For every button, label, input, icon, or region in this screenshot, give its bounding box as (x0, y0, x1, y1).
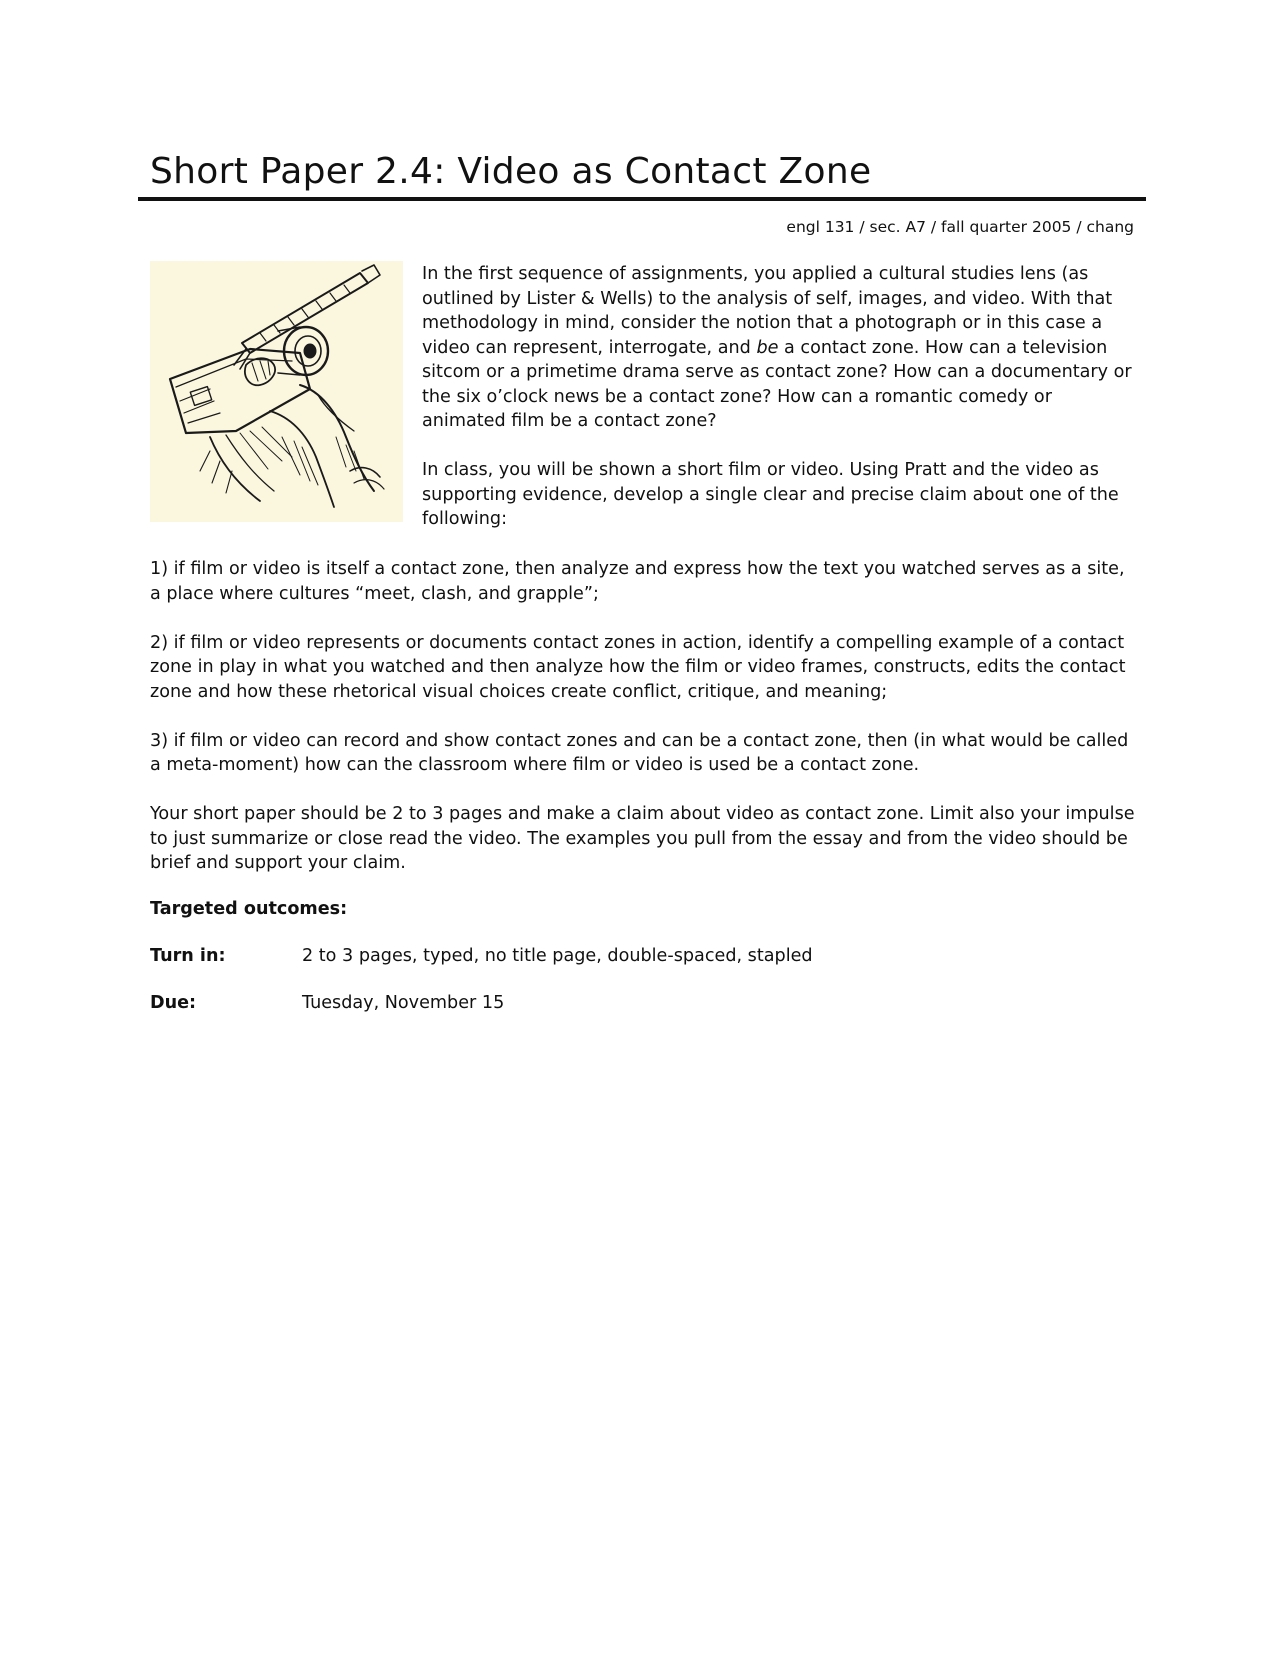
assignment-options (150, 557, 1140, 900)
intro-text-1b: a contact zone. How can a television sitcom or a primetime drama serve as contact zone? How can a documentary or the six o’clock news be a contact zone? How can a romantic comedy or animated film be a contact zone? (422, 337, 1132, 431)
intro-emphasis: be (756, 337, 779, 358)
intro-paragraph-2: In class, you will be shown a short film or video. Using Pratt and the video as supporting evidence, develop a single clear and precise claim about one of the following: (422, 460, 1119, 529)
intro-section (422, 262, 1139, 556)
camera-operator-illustration (150, 261, 403, 522)
option-3: 3) if film or video can record and show contact zones and can be a contact zone, then (in what would be called a meta-moment) how can the classroom where film or video is used be a contact zone. (150, 730, 1129, 775)
option-1: 1) if film or video is itself a contact zone, then analyze and express how the text you watched serves as a site, a place where cultures “meet, clash, and grapple”; (150, 559, 1125, 604)
closing-paragraph: Your short paper should be 2 to 3 pages and make a claim about video as contact zone. Limit also your impulse to just summarize or close read the video. The examples you pull from the essay and from the video should be brief and support your claim. (150, 804, 1135, 873)
intro-paragraph-1 (422, 262, 1139, 434)
title-rule (138, 197, 1146, 201)
option-2: 2) if film or video represents or documents contact zones in action, identify a compelling example of a contact zone in play in what you watched and then analyze how the film or video frames, constructs, edits the contact zone and how these rhetorical visual choices create conflict, critique, and meaning; (150, 632, 1126, 702)
course-info: engl 131 / sec. A7 / fall quarter 2005 / chang (786, 218, 1134, 236)
camera-operator-icon (150, 261, 403, 522)
page-title: Short Paper 2.4: Video as Contact Zone (150, 151, 872, 192)
turn-in-label: Turn in: (150, 946, 226, 966)
due-label: Due: (150, 993, 197, 1013)
turn-in-value: 2 to 3 pages, typed, no title page, double-spaced, stapled (302, 946, 813, 966)
intro-text-1a: In the first sequence of assignments, you applied a cultural studies lens (as outlined by Lister & Wells) to the analysis of self, images, and video. With that methodology in mind, consider the notion that a photograph or in this case a video can represent, interrogate, and (422, 264, 1113, 358)
due-value: Tuesday, November 15 (302, 993, 505, 1013)
targeted-outcomes-label: Targeted outcomes: (150, 899, 348, 919)
